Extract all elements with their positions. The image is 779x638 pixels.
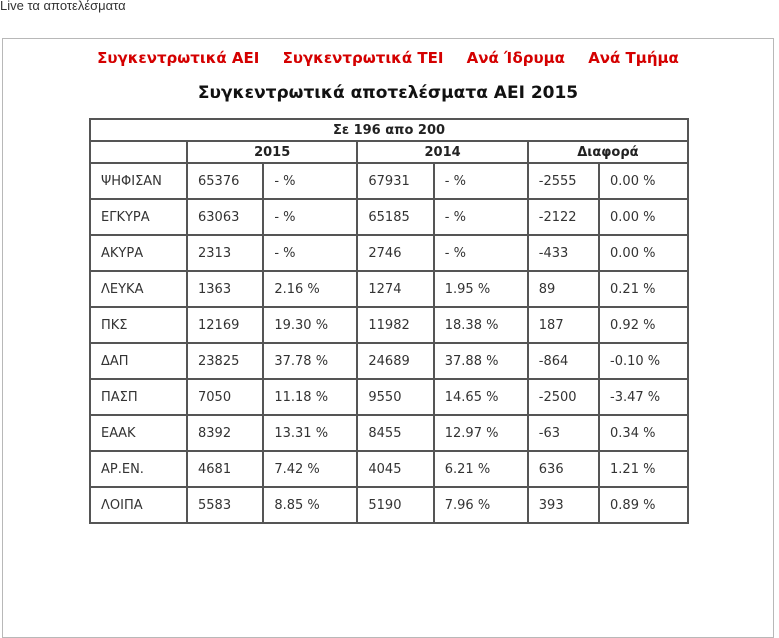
party-cell: ΔΑΠ — [90, 343, 187, 379]
pct-2015-cell: 2.16 % — [263, 271, 357, 307]
votes-diff-cell: -2122 — [528, 199, 599, 235]
pct-2015-cell: - % — [263, 163, 357, 199]
pct-2014-cell: 12.97 % — [434, 415, 528, 451]
votes-2014-cell: 5190 — [357, 487, 433, 523]
pct-2015-cell: 19.30 % — [263, 307, 357, 343]
votes-2014-cell: 67931 — [357, 163, 433, 199]
pct-diff-cell: 0.00 % — [599, 235, 688, 271]
header-2014: 2014 — [357, 141, 527, 163]
table-row — [90, 307, 688, 343]
votes-2015-cell: 8392 — [187, 415, 263, 451]
pct-diff-cell: 0.92 % — [599, 307, 688, 343]
votes-diff-cell: 393 — [528, 487, 599, 523]
party-cell: ΠΚΣ — [90, 307, 187, 343]
votes-2015-cell: 7050 — [187, 379, 263, 415]
table-row — [90, 379, 688, 415]
pct-2015-cell: - % — [263, 199, 357, 235]
page-heading: Live τα αποτελέσματα — [0, 0, 126, 13]
pct-2015-cell: 37.78 % — [263, 343, 357, 379]
votes-2015-cell: 2313 — [187, 235, 263, 271]
table-caption-row — [90, 119, 688, 141]
votes-2014-cell: 65185 — [357, 199, 433, 235]
header-difference: Διαφορά — [528, 141, 688, 163]
party-cell: ΠΑΣΠ — [90, 379, 187, 415]
pct-2014-cell: 7.96 % — [434, 487, 528, 523]
votes-diff-cell: 636 — [528, 451, 599, 487]
pct-diff-cell: 0.00 % — [599, 163, 688, 199]
pct-2014-cell: 18.38 % — [434, 307, 528, 343]
results-table — [89, 118, 689, 524]
pct-2014-cell: 1.95 % — [434, 271, 528, 307]
votes-diff-cell: -433 — [528, 235, 599, 271]
party-cell: ΕΓΚΥΡΑ — [90, 199, 187, 235]
votes-2014-cell: 4045 — [357, 451, 433, 487]
votes-diff-cell: 187 — [528, 307, 599, 343]
votes-diff-cell: -864 — [528, 343, 599, 379]
pct-diff-cell: 0.00 % — [599, 199, 688, 235]
party-cell: ΛΕΥΚΑ — [90, 271, 187, 307]
pct-2014-cell: - % — [434, 199, 528, 235]
pct-2015-cell: 7.42 % — [263, 451, 357, 487]
votes-diff-cell: 89 — [528, 271, 599, 307]
votes-2014-cell: 9550 — [357, 379, 433, 415]
table-row — [90, 163, 688, 199]
table-row — [90, 199, 688, 235]
party-cell: ΛΟΙΠΑ — [90, 487, 187, 523]
header-blank — [90, 141, 187, 163]
pct-diff-cell: 0.89 % — [599, 487, 688, 523]
nav-link-per-institution[interactable]: Ανά Ίδρυμα — [466, 49, 565, 67]
nav-link-aggregate-tei[interactable]: Συγκεντρωτικά ΤΕΙ — [282, 49, 444, 67]
results-frame — [2, 38, 774, 638]
votes-diff-cell: -2555 — [528, 163, 599, 199]
results-body — [90, 163, 688, 523]
votes-2015-cell: 1363 — [187, 271, 263, 307]
table-row — [90, 271, 688, 307]
votes-2014-cell: 8455 — [357, 415, 433, 451]
nav-link-per-department[interactable]: Ανά Τμήμα — [588, 49, 679, 67]
votes-2015-cell: 4681 — [187, 451, 263, 487]
pct-2015-cell: 11.18 % — [263, 379, 357, 415]
pct-2014-cell: - % — [434, 235, 528, 271]
votes-2015-cell: 63063 — [187, 199, 263, 235]
table-row — [90, 235, 688, 271]
table-caption: Σε 196 απο 200 — [90, 119, 688, 141]
votes-2014-cell: 2746 — [357, 235, 433, 271]
votes-2014-cell: 1274 — [357, 271, 433, 307]
pct-diff-cell: 1.21 % — [599, 451, 688, 487]
pct-diff-cell: 0.34 % — [599, 415, 688, 451]
votes-diff-cell: -2500 — [528, 379, 599, 415]
pct-diff-cell: -0.10 % — [599, 343, 688, 379]
nav-link-aggregate-aei[interactable]: Συγκεντρωτικά ΑΕΙ — [97, 49, 260, 67]
pct-diff-cell: -3.47 % — [599, 379, 688, 415]
party-cell: ΑΚΥΡΑ — [90, 235, 187, 271]
votes-2014-cell: 11982 — [357, 307, 433, 343]
pct-2014-cell: 14.65 % — [434, 379, 528, 415]
header-2015: 2015 — [187, 141, 357, 163]
pct-2014-cell: 37.88 % — [434, 343, 528, 379]
votes-2015-cell: 23825 — [187, 343, 263, 379]
pct-diff-cell: 0.21 % — [599, 271, 688, 307]
votes-diff-cell: -63 — [528, 415, 599, 451]
pct-2015-cell: 8.85 % — [263, 487, 357, 523]
table-row — [90, 415, 688, 451]
results-title: Συγκεντρωτικά αποτελέσματα ΑΕΙ 2015 — [197, 83, 579, 103]
party-cell: ΨΗΦΙΣΑΝ — [90, 163, 187, 199]
pct-2015-cell: - % — [263, 235, 357, 271]
table-row — [90, 451, 688, 487]
table-row — [90, 487, 688, 523]
pct-2015-cell: 13.31 % — [263, 415, 357, 451]
pct-2014-cell: - % — [434, 163, 528, 199]
votes-2015-cell: 5583 — [187, 487, 263, 523]
table-row — [90, 343, 688, 379]
results-nav — [3, 49, 773, 67]
votes-2015-cell: 65376 — [187, 163, 263, 199]
pct-2014-cell: 6.21 % — [434, 451, 528, 487]
votes-2015-cell: 12169 — [187, 307, 263, 343]
party-cell: ΑΡ.ΕΝ. — [90, 451, 187, 487]
votes-2014-cell: 24689 — [357, 343, 433, 379]
table-header-row — [90, 141, 688, 163]
party-cell: ΕΑΑΚ — [90, 415, 187, 451]
